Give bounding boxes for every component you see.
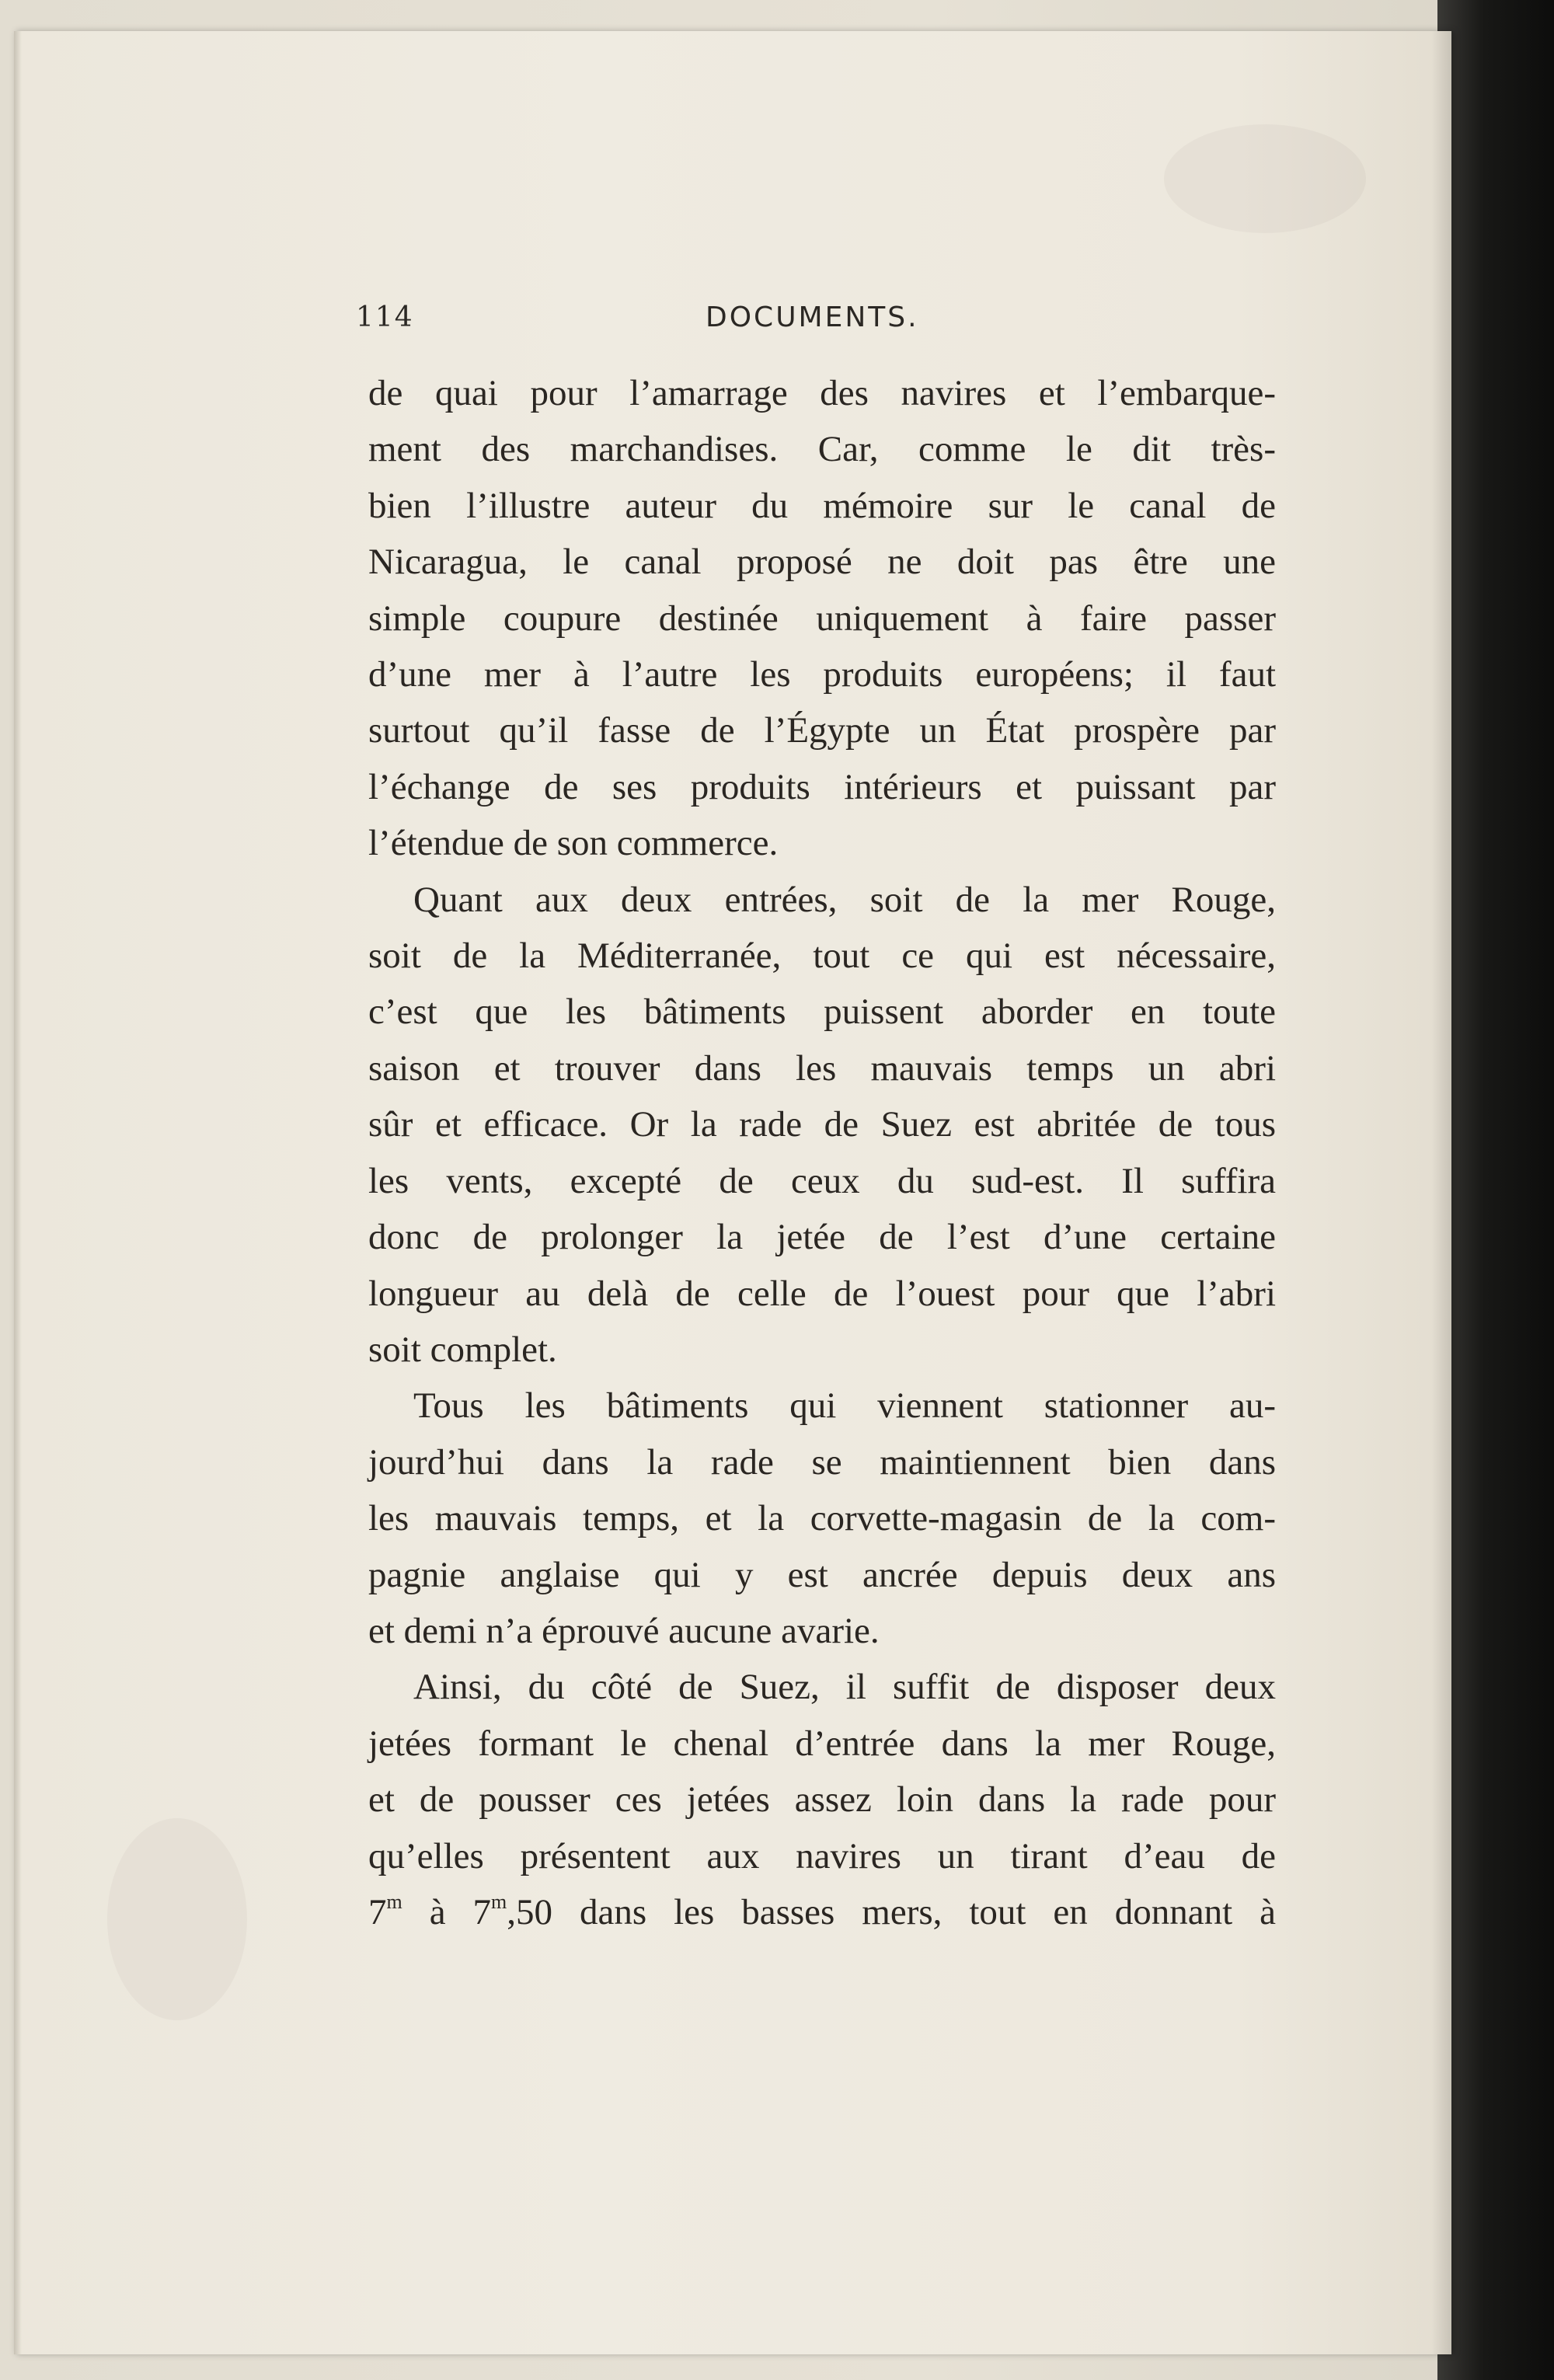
text-line: c’est que les bâtiments puissent aborder en toute [368, 991, 1276, 1033]
value-7m50: à 7 [402, 1891, 492, 1932]
text-line: l’étendue de son commerce. [368, 823, 779, 864]
page-number: 114 [356, 301, 414, 333]
text-line: ment des marchandises. Car, comme le dit très- [368, 429, 1276, 470]
paragraph [368, 365, 1276, 872]
text-line: Ainsi, du côté de Suez, il suffit de disposer deux [413, 1667, 1276, 1708]
unit-superscript: m [386, 1890, 402, 1913]
paper-stain [1164, 124, 1366, 233]
running-head [356, 301, 1288, 348]
text-line: pagnie anglaise qui y est ancrée depuis deux ans [368, 1554, 1276, 1595]
paragraph [368, 1659, 1276, 1940]
body-text [368, 365, 1276, 1940]
running-title: DOCUMENTS. [706, 301, 919, 333]
text-line: bien l’illustre auteur du mémoire sur le canal de [368, 485, 1276, 526]
unit-superscript: m [491, 1890, 507, 1913]
text-line-final [368, 1884, 1276, 1940]
text-line: soit de la Méditerranée, tout ce qui est nécessaire, [368, 936, 1276, 977]
text-line: et de pousser ces jetées assez loin dans la rade pour [368, 1779, 1276, 1821]
text-line: Tous les bâtiments qui viennent stationner au- [413, 1385, 1276, 1427]
page-gutter-shadow [1431, 31, 1451, 2354]
text-line: et demi n’a éprouvé aucune avarie. [368, 1610, 880, 1651]
text-line: les mauvais temps, et la corvette-magasin de la com- [368, 1498, 1276, 1539]
paper-stain [107, 1818, 247, 2020]
book-cover-edge [1437, 0, 1554, 2380]
text-line: qu’elles présentent aux navires un tirant d’eau de [368, 1835, 1276, 1876]
text-line: Quant aux deux entrées, soit de la mer Rouge, [413, 879, 1276, 920]
paragraph [368, 872, 1276, 1378]
text-line: sûr et efficace. Or la rade de Suez est abritée de tous [368, 1104, 1276, 1145]
text-line: les vents, excepté de ceux du sud-est. Il suffira [368, 1160, 1276, 1201]
text-line: jetées formant le chenal d’entrée dans la mer Rouge, [368, 1723, 1276, 1764]
text-line: donc de prolonger la jetée de l’est d’une certaine [368, 1217, 1276, 1258]
text-line: jourd’hui dans la rade se maintiennent bien dans [368, 1441, 1276, 1483]
paragraph [368, 1378, 1276, 1659]
text-line: simple coupure destinée uniquement à faire passer [368, 598, 1276, 639]
text-line: de quai pour l’amarrage des navires et l’embarque- [368, 373, 1276, 413]
text-line-rest: ,50 dans les basses mers, tout en donnant à [507, 1891, 1276, 1932]
text-line: d’une mer à l’autre les produits européens; il faut [368, 654, 1276, 695]
text-line: soit complet. [368, 1329, 557, 1370]
page-left-edge [14, 31, 22, 2354]
text-line: saison et trouver dans les mauvais temps un abri [368, 1047, 1276, 1089]
text-line: l’échange de ses produits intérieurs et puissant par [368, 766, 1276, 807]
value-7m: 7 [368, 1891, 387, 1932]
text-line: Nicaragua, le canal proposé ne doit pas être une [368, 542, 1276, 583]
text-line: surtout qu’il fasse de l’Égypte un État prospère par [368, 710, 1276, 751]
text-line: longueur au delà de celle de l’ouest pour que l’abri [368, 1273, 1276, 1314]
